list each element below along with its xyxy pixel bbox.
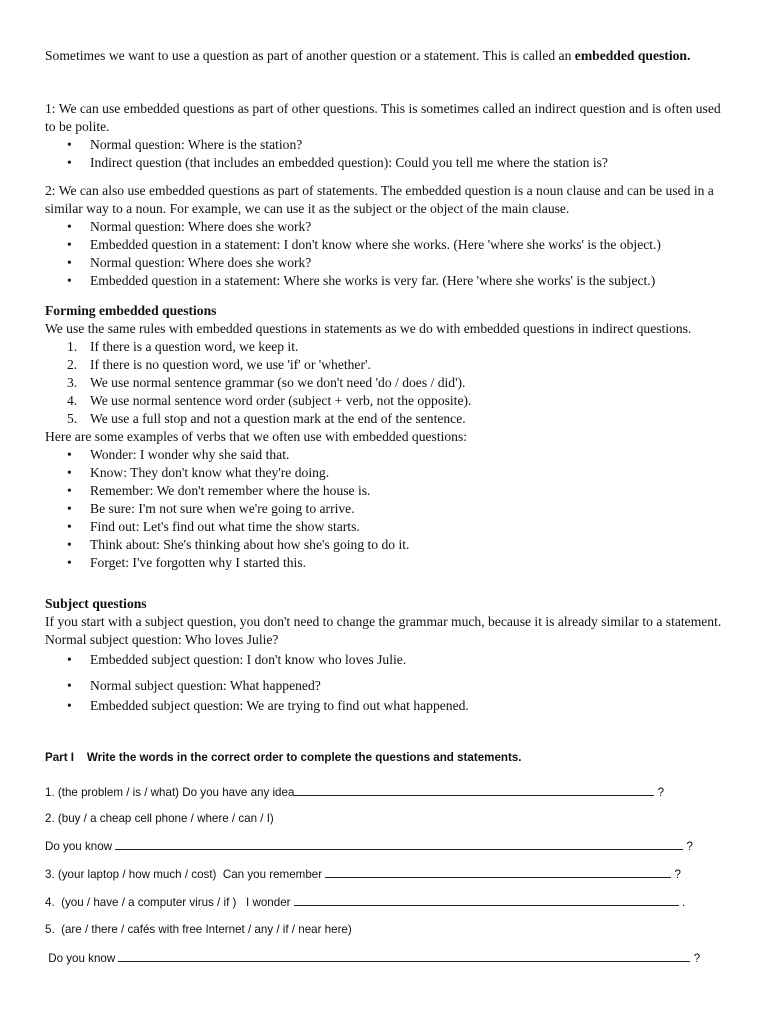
list-item: • Forget: I've forgotten why I started this. xyxy=(45,554,725,572)
list-item: • Know: They don't know what they're doing. xyxy=(45,464,725,482)
part-1-heading: Part I Write the words in the correct order to complete the questions and statements. xyxy=(45,751,522,764)
exercise-5: 5. (are / there / cafés with free Internet / any / if / near here) xyxy=(45,923,352,936)
exercise-2: 2. (buy / a cheap cell phone / where / can / I) xyxy=(45,812,274,825)
subject-section xyxy=(45,595,725,715)
forming-section xyxy=(45,302,725,572)
intro-text: Sometimes we want to use a question as part of another question or a statement. This is called an xyxy=(45,48,575,63)
subject-heading: Subject questions xyxy=(45,596,147,611)
forming-rules xyxy=(45,338,725,428)
list-item: 4. We use normal sentence word order (subject + verb, not the opposite). xyxy=(67,393,472,408)
subject-normal: Normal subject question: Who loves Julie? xyxy=(45,632,279,647)
verbs-intro: Here are some examples of verbs that we often use with embedded questions: xyxy=(45,429,468,444)
exercise-5-answer-blank[interactable] xyxy=(118,950,690,962)
list-item: • Normal subject question: What happened? xyxy=(45,677,725,695)
intro-bold-term: embedded question. xyxy=(574,48,691,63)
section-1-text: 1: We can use embedded questions as part of other questions. This is sometimes called an indirect question and is often used to be polite. xyxy=(45,101,721,134)
list-item: • Think about: She's thinking about how she's going to do it. xyxy=(45,536,725,554)
exercise-1: 1. (the problem / is / what) Do you have any idea ? xyxy=(45,786,665,799)
list-item: 2. If there is no question word, we use 'if' or 'whether'. xyxy=(67,357,371,372)
exercise-2b: Do you know ? xyxy=(45,840,693,853)
list-item: • Remember: We don't remember where the house is. xyxy=(45,482,725,500)
exercise-4-answer-blank[interactable] xyxy=(294,894,679,906)
subject-bullets-1 xyxy=(45,651,725,669)
exercise-3: 3. (your laptop / how much / cost) Can you remember ? xyxy=(45,868,681,881)
subject-text: If you start with a subject question, you don't need to change the grammar much, because it is already similar to a statement. xyxy=(45,614,722,629)
exercise-3-answer-blank[interactable] xyxy=(325,866,671,878)
list-item: • Embedded subject question: We are trying to find out what happened. xyxy=(45,697,725,715)
exercise-4: 4. (you / have / a computer virus / if ) I wonder . xyxy=(45,896,686,909)
section-2 xyxy=(45,182,725,290)
list-item: • Normal question: Where does she work? xyxy=(45,254,725,272)
subject-bullets-2 xyxy=(45,677,725,715)
list-item: • Embedded subject question: I don't know who loves Julie. xyxy=(45,651,725,669)
forming-text: We use the same rules with embedded questions in statements as we do with embedded questions in indirect questions. xyxy=(45,321,692,336)
verbs-list xyxy=(45,446,725,572)
intro-paragraph xyxy=(45,47,725,65)
list-item: 5. We use a full stop and not a question mark at the end of the sentence. xyxy=(67,411,466,426)
list-item: • Normal question: Where is the station? xyxy=(45,136,725,154)
exercise-5b: Do you know ? xyxy=(45,952,701,965)
forming-heading: Forming embedded questions xyxy=(45,303,217,318)
section-1 xyxy=(45,100,725,172)
section-2-bullets xyxy=(45,218,725,290)
list-item: • Embedded question in a statement: Where she works is very far. (Here 'where she works' is the subject.) xyxy=(45,272,725,290)
list-item: • Indirect question (that includes an embedded question): Could you tell me where the station is? xyxy=(45,154,725,172)
list-item: • Find out: Let's find out what time the show starts. xyxy=(45,518,725,536)
list-item: • Normal question: Where does she work? xyxy=(45,218,725,236)
list-item: 3. We use normal sentence grammar (so we don't need 'do / does / did'). xyxy=(67,375,466,390)
section-2-text: 2: We can also use embedded questions as part of statements. The embedded question is a noun clause and can be used in a similar way to a noun. For example, we can use it as the subject or the object of the main clause. xyxy=(45,183,714,216)
section-1-bullets xyxy=(45,136,725,172)
exercise-2-answer-blank[interactable] xyxy=(115,838,683,850)
exercise-1-answer-blank[interactable] xyxy=(294,784,654,796)
list-item: • Wonder: I wonder why she said that. xyxy=(45,446,725,464)
list-item: 1. If there is a question word, we keep it. xyxy=(67,339,299,354)
list-item: • Embedded question in a statement: I don't know where she works. (Here 'where she works' is the object.) xyxy=(45,236,725,254)
list-item: • Be sure: I'm not sure when we're going to arrive. xyxy=(45,500,725,518)
